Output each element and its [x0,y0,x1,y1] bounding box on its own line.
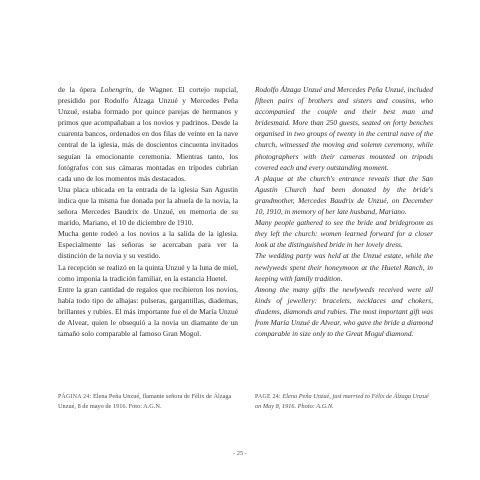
english-text-column [255,84,433,339]
photo-caption-english [255,392,435,412]
caption-label: PAGE 24: [255,394,281,400]
paragraph: The wedding party was held at the Unzué estate, while the newlyweds spent their honeymoon at the Huetel Ranch, in keeping with family tradition. [255,251,433,283]
paragraph: de la ópera Lohengrin, de Wagner. El cortejo nupcial, presidido por Rodolfo Álzaga Unzué y Mercedes Peña Unzué, estaba formado por quince parejas de hermanos y primos que acompañaban a los novios y padrinos. Desde la cuarenta bancos, ordenados en dos filas de veinte en la nave central de la iglesia, más de doscientos cincuenta invitados seguían la emocionante ceremonia. Mientras tanto, los fotógrafos con sus cámaras montadas en trípodes cubrían cada uno de los momentos más destacados. [58,85,238,183]
caption-label: PÁGINA 24: [58,394,92,400]
paragraph: Many people gathered to see the bride and bridegroom as they left the church: women learned forward for a closer look at the distinguished bride in her lovely dress. [255,218,433,250]
paragraph: Among the many gifts the newlyweds received were all kinds of jewellery: bracelets, necklaces and chokers, diadems, diamonds and rubies. The most important gift was from María Unzué de Alvear, who gave the bride a diamond comparable in size only to the Great Mogul diamond. [255,284,433,339]
photo-caption-spanish [58,392,240,412]
paragraph: Entre la gran cantidad de regalos que recibieron los novios, había todo tipo de alhajas: pulseras, gargantillas, diademas, brillantes y rubíes. El más importante fue el de María Unzué de Alvear, quien le obsequió a la novia un diamante de un tamaño solo comparable al famoso Gran Mogol. [58,284,238,339]
opera-title: Lohengrin [100,85,132,94]
paragraph: A plaque at the church's entrance reveals that the San Agustín Church had been donated by the bride's grandmother, Mercedes Baudrix de Unzué, on December 10, 1910, in memory of her late husband, Mariano. [255,173,433,217]
paragraph: Mucha gente rodeó a los novios a la salida de la iglesia. Especialmente las señoras se acercaban para ver la distinción de la novia y su vestido. [58,229,238,261]
page-number: - 25 - [232,450,248,457]
caption-text: Elena Peña Unzué, flamante señora de Félix de Álzaga Unzué, 8 de mayo de 1916. Foto: A.G.N. [58,393,232,411]
paragraph: La recepción se realizó en la quinta Unzué y la luna de miel, como imponía la tradición familiar, en la estancia Huetel. [58,262,238,283]
caption-text: Elena Peña Unzué, just married to Félix de Álzaga Unzué on May 8, 1916. Photo: A.G.N. [255,393,429,411]
spanish-text-column [58,84,238,339]
paragraph: Una placa ubicada en la entrada de la iglesia San Agustín indica que la misma fue donada por la abuela de la novia, la señora Mercedes Baudrix de Unzué, en memoria de su marido, Mariano, el 10 de diciembre de 1910. [58,184,238,228]
paragraph: Rodolfo Álzaga Unzué and Mercedes Peña Unzué, included fifteen pairs of brothers and sisters and cousins, who accompanied the couple and their best man and bridesmaid. More than 250 guests, seated on forty benches organised in two groups of twenty in the central nave of the church, witnessed the moving and solemn ceremony, while photographers with their cameras mounted on tripods covered each and every outstanding moment. [255,85,433,172]
